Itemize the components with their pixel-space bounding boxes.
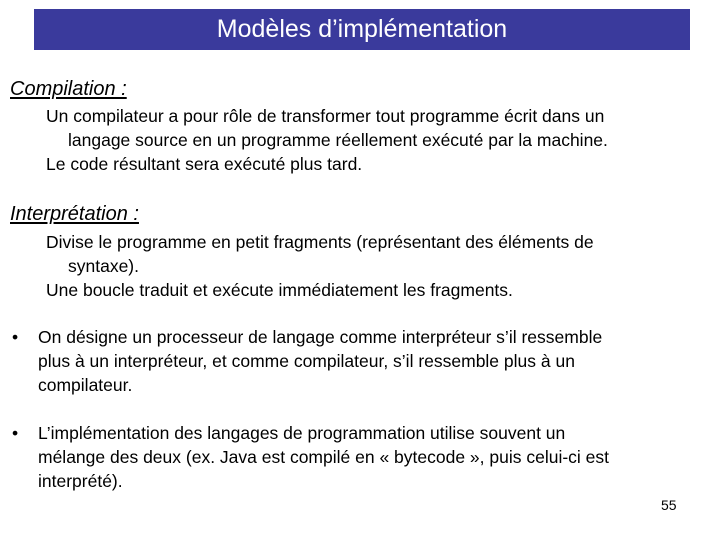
bullet-text: On désigne un processeur de langage comme interpréteur s’il ressemble plus à un interpréteur, et comme compilateur, s’il ressemble plus à un compilateur. — [38, 327, 603, 395]
interpretation-paragraph-line-2: syntaxe). — [68, 256, 139, 276]
slide-title: Modèles d’implémentation — [216, 15, 508, 43]
compilation-body — [46, 104, 706, 176]
bullet-item — [10, 421, 700, 493]
compilation-paragraph-line-2: langage source en un programme réellement exécuté par la machine. — [68, 130, 608, 150]
compilation-heading: Compilation : — [10, 78, 127, 100]
compilation-paragraph — [46, 104, 706, 152]
compilation-paragraph: Le code résultant sera exécuté plus tard. — [46, 154, 363, 174]
title-bar — [34, 9, 690, 50]
interpretation-paragraph-line-1: Divise le programme en petit fragments (représentant des éléments de — [46, 232, 594, 252]
bullet-item — [10, 325, 700, 397]
compilation-paragraph-line-1: Un compilateur a pour rôle de transformer tout programme écrit dans un — [46, 106, 605, 126]
page-number: 55 — [661, 497, 677, 513]
interpretation-paragraph — [46, 230, 706, 278]
interpretation-heading: Interprétation : — [10, 203, 139, 225]
interpretation-paragraph: Une boucle traduit et exécute immédiatement les fragments. — [46, 280, 513, 300]
bullet-icon: • — [12, 327, 19, 347]
bullet-text: L’implémentation des langages de programmation utilise souvent un mélange des deux (ex. Java est compilé en « bytecode », puis celui-ci est interprété). — [38, 423, 610, 491]
interpretation-body — [46, 230, 706, 302]
bullet-icon: • — [12, 423, 19, 443]
